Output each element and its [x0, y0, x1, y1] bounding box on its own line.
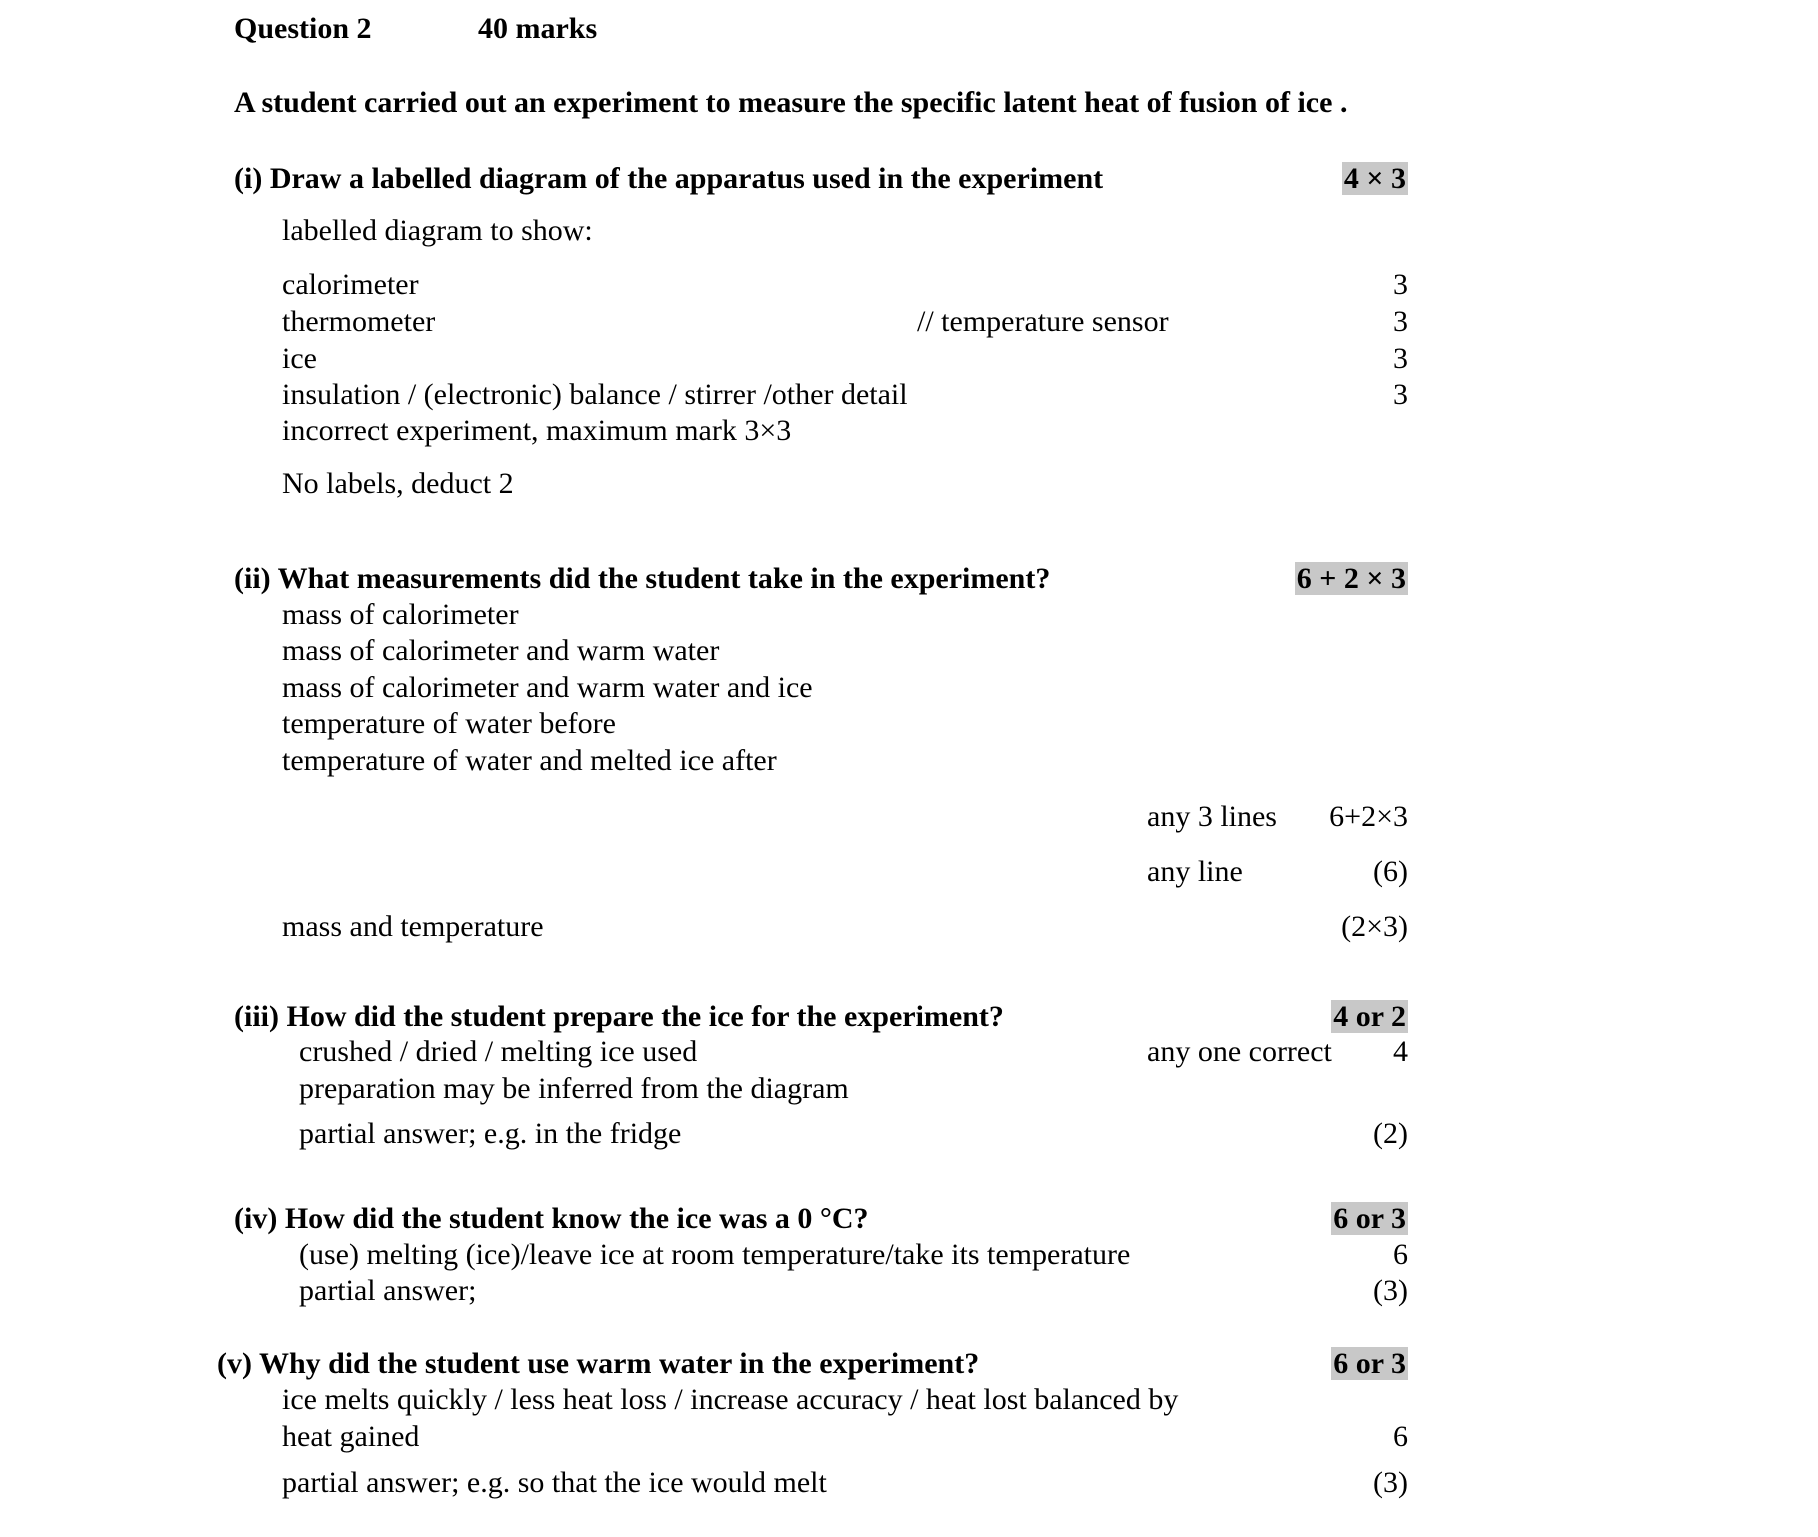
part-v-partial-mark: (3) [1373, 1466, 1408, 1499]
part-iv-partial: partial answer; [299, 1274, 477, 1307]
part-ii-item: mass of calorimeter and warm water [282, 634, 720, 667]
part-ii-item: temperature of water and melted ice after [282, 744, 777, 777]
part-iii-title: (iii) How did the student prepare the ice for the experiment? [234, 1000, 1004, 1033]
part-ii-item: mass of calorimeter and warm water and ice [282, 671, 813, 704]
intro-text: A student carried out an experiment to measure the specific latent heat of fusion of ice . [234, 86, 1348, 119]
part-iii-line1-mark: 4 [1393, 1035, 1408, 1068]
part-i-note: No labels, deduct 2 [282, 467, 514, 500]
part-v-marks: 6 or 3 [1333, 1347, 1406, 1380]
part-i-item: calorimeter [282, 268, 419, 301]
part-iv-title: (iv) How did the student know the ice was a 0 °C? [234, 1202, 869, 1235]
part-ii-mass-temp-mark: (2×3) [1341, 910, 1408, 943]
part-ii-mass-temp: mass and temperature [282, 910, 544, 943]
part-iii-marks: 4 or 2 [1333, 1000, 1406, 1033]
part-i-item: incorrect experiment, maximum mark 3×3 [282, 414, 792, 447]
part-i-item-mark: 3 [1393, 268, 1408, 301]
part-v-partial: partial answer; e.g. so that the ice would melt [282, 1466, 827, 1499]
part-iv-line1-mark: 6 [1393, 1238, 1408, 1271]
question-title: Question 2 [234, 12, 372, 45]
part-iii-partial: partial answer; e.g. in the fridge [299, 1117, 682, 1150]
part-iii-partial-mark: (2) [1373, 1117, 1408, 1150]
part-iv-marks: 6 or 3 [1333, 1202, 1406, 1235]
part-i-item-mark: 3 [1393, 378, 1408, 411]
part-i-item-mark: 3 [1393, 342, 1408, 375]
part-iii-line2: preparation may be inferred from the diagram [299, 1072, 849, 1105]
part-ii-anyline-mark: (6) [1373, 855, 1408, 888]
part-iii-line1: crushed / dried / melting ice used [299, 1035, 698, 1068]
part-v-title: (v) Why did the student use warm water in the experiment? [217, 1347, 980, 1380]
part-i-item: thermometer [282, 305, 436, 338]
part-i-title: (i) Draw a labelled diagram of the apparatus used in the experiment [234, 162, 1104, 195]
part-i-item: ice [282, 342, 317, 375]
part-v-line2: heat gained [282, 1420, 420, 1453]
part-ii-any3-mark: 6+2×3 [1329, 800, 1408, 833]
part-ii-anyline-label: any line [1147, 855, 1243, 888]
part-v-line2-mark: 6 [1393, 1420, 1408, 1453]
part-i-item-mark: 3 [1393, 305, 1408, 338]
part-i-marks: 4 × 3 [1343, 162, 1406, 195]
part-iii-line1-note: any one correct [1147, 1035, 1332, 1068]
part-i-lead: labelled diagram to show: [282, 214, 593, 247]
part-iv-partial-mark: (3) [1373, 1274, 1408, 1307]
total-marks: 40 marks [478, 12, 598, 45]
part-v-line1: ice melts quickly / less heat loss / increase accuracy / heat lost balanced by [282, 1383, 1179, 1416]
part-ii-any3-label: any 3 lines [1147, 800, 1277, 833]
part-i-item-alt: // temperature sensor [917, 305, 1169, 338]
part-i-item: insulation / (electronic) balance / stirrer /other detail [282, 378, 908, 411]
part-ii-title: (ii) What measurements did the student take in the experiment? [234, 562, 1051, 595]
part-ii-marks: 6 + 2 × 3 [1296, 562, 1406, 595]
part-ii-item: temperature of water before [282, 707, 616, 740]
part-ii-item: mass of calorimeter [282, 598, 519, 631]
part-iv-line1: (use) melting (ice)/leave ice at room temperature/take its temperature [299, 1238, 1131, 1271]
